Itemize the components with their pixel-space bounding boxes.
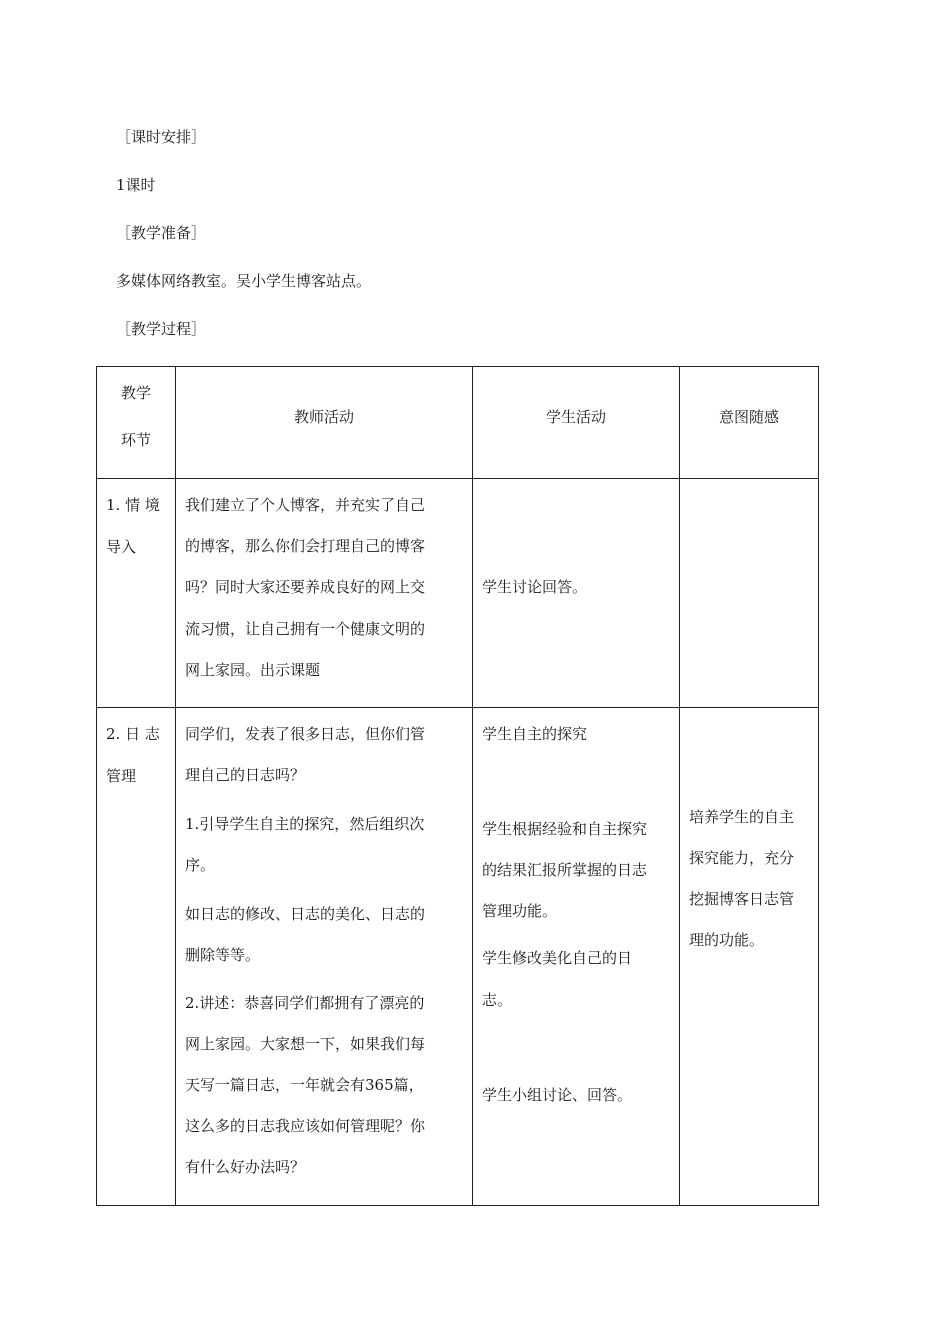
table-row xyxy=(97,479,819,708)
header-student: 学生活动 xyxy=(473,367,680,479)
table-row xyxy=(97,708,819,1206)
header-teacher: 教师活动 xyxy=(176,367,473,479)
table-header-row xyxy=(97,367,819,479)
prep-heading: ［教学准备］ xyxy=(116,224,207,242)
row1-teacher-cell: 我们建立了个人博客，并充实了自己 的博客，那么你们会打理自己的博客 吗？同时大家还要养成良好的网上交 流习惯，让自己拥有一个健康文明的 网上家园。出示课题 xyxy=(176,479,473,708)
row2-student-cell: 学生自主的探究 学生根据经验和自主探究 的结果汇报所掌握的日志 管理功能。 学生修改美化自己的日 志。 学生小组讨论、回答。 xyxy=(473,708,680,1206)
header-intent: 意图随感 xyxy=(680,367,819,479)
header-stage-line1: 教学 xyxy=(120,384,151,402)
header-stage-line2: 环节 xyxy=(120,431,151,449)
row1-stage-line1: 1. 情 境 xyxy=(106,496,160,514)
row2-stage-cell xyxy=(97,708,176,1206)
prep-text: 多媒体网络教室。吴小学生博客站点。 xyxy=(116,272,372,290)
lesson-table xyxy=(96,366,819,1206)
row2-teacher-cell: 同学们，发表了很多日志，但你们管 理自己的日志吗？ 1.引导学生自主的探究，然后组织次 序。 如日志的修改、日志的美化、日志的 删除等等。 2.讲述：恭喜同学们都拥有了漂亮的 网上家园。大家想一下，如果我们每 天写一篇日志，一年就会有365篇， 这么多的日志我应该如何管理呢？你 有什么好办法吗？ xyxy=(176,708,473,1206)
schedule-heading: ［课时安排］ xyxy=(116,128,207,146)
row2-intent-cell: 培养学生的自主 探究能力，充分 挖掘博客日志管 理的功能。 xyxy=(680,708,819,1206)
header-stage xyxy=(97,367,176,479)
row2-stage-line2: 管理 xyxy=(106,767,137,785)
row1-intent-cell xyxy=(680,479,819,708)
process-heading: ［教学过程］ xyxy=(116,320,207,338)
row1-stage-line2: 导入 xyxy=(106,538,137,556)
row2-stage-line1: 2. 日 志 xyxy=(106,725,160,743)
row1-student-cell: 学生讨论回答。 xyxy=(473,479,680,708)
schedule-text: 1课时 xyxy=(116,176,156,194)
row1-stage-cell xyxy=(97,479,176,708)
